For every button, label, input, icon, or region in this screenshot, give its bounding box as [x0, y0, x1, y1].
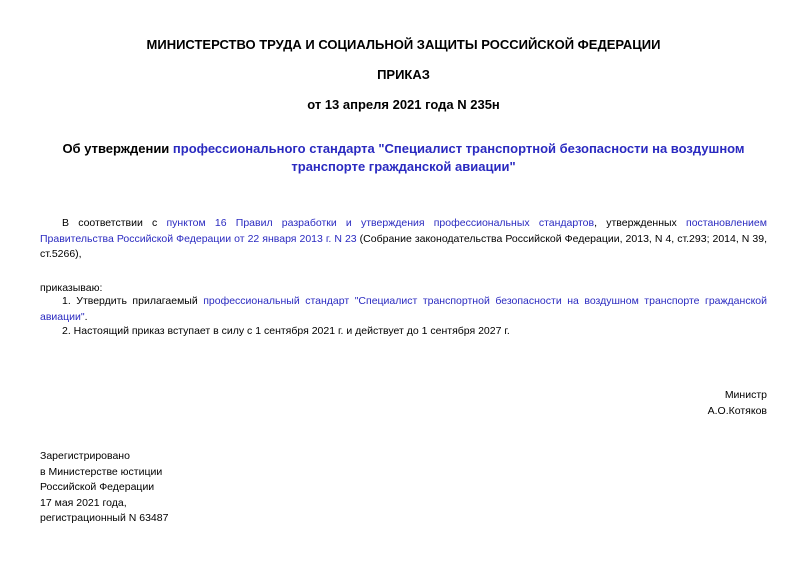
signatory-title: Министр — [724, 389, 767, 401]
government-decree-link[interactable]: постановлением Правительства Российской Федерации от 22 января 2013 г. N 23 — [40, 217, 767, 245]
registration-line: Зарегистрировано — [40, 450, 130, 462]
item1-text-2: . — [84, 310, 88, 323]
document-subject — [40, 140, 767, 176]
signature-block — [708, 388, 767, 419]
order-item-1 — [40, 294, 767, 325]
order-word: приказываю: — [40, 282, 103, 294]
intro-paragraph — [40, 216, 767, 263]
subject-standard-link[interactable]: профессионального стандарта "Специалист транспортной безопасности на воздушном транспорте гражданской авиации" — [172, 141, 745, 174]
ministry-title: МИНИСТЕРСТВО ТРУДА И СОЦИАЛЬНОЙ ЗАЩИТЫ РОССИЙСКОЙ ФЕДЕРАЦИИ — [146, 37, 661, 52]
professional-standard-link[interactable]: профессиональный стандарт "Специалист транспортной безопасности на воздушном транспорте гражданской авиации" — [40, 295, 767, 323]
signatory-name: А.О.Котяков — [707, 404, 767, 417]
intro-text-1: В соответствии с — [62, 217, 167, 229]
registration-block — [40, 449, 168, 527]
subject-prefix: Об утверждении — [62, 141, 173, 156]
registration-line: регистрационный N 63487 — [40, 512, 169, 524]
registration-line: в Министерстве юстиции — [40, 465, 163, 478]
item1-text-1: 1. Утвердить прилагаемый — [62, 295, 204, 307]
document-type: ПРИКАЗ — [377, 67, 430, 82]
registration-line: 17 мая 2021 года, — [40, 496, 127, 509]
registration-line: Российской Федерации — [40, 481, 155, 493]
order-item-2: 2. Настоящий приказ вступает в силу с 1 сентября 2021 г. и действует до 1 сентября 2027 г. — [62, 325, 510, 337]
intro-text-3: (Собрание законодательства Российской Федерации, 2013, N 4, ст.293; 2014, N 39, ст.5266), — [40, 232, 768, 260]
rules-point16-link[interactable]: пунктом 16 Правил разработки и утверждения профессиональных стандартов — [166, 217, 595, 229]
document-date-number: от 13 апреля 2021 года N 235н — [307, 97, 500, 112]
intro-text-2: , утвержденных — [594, 217, 687, 229]
